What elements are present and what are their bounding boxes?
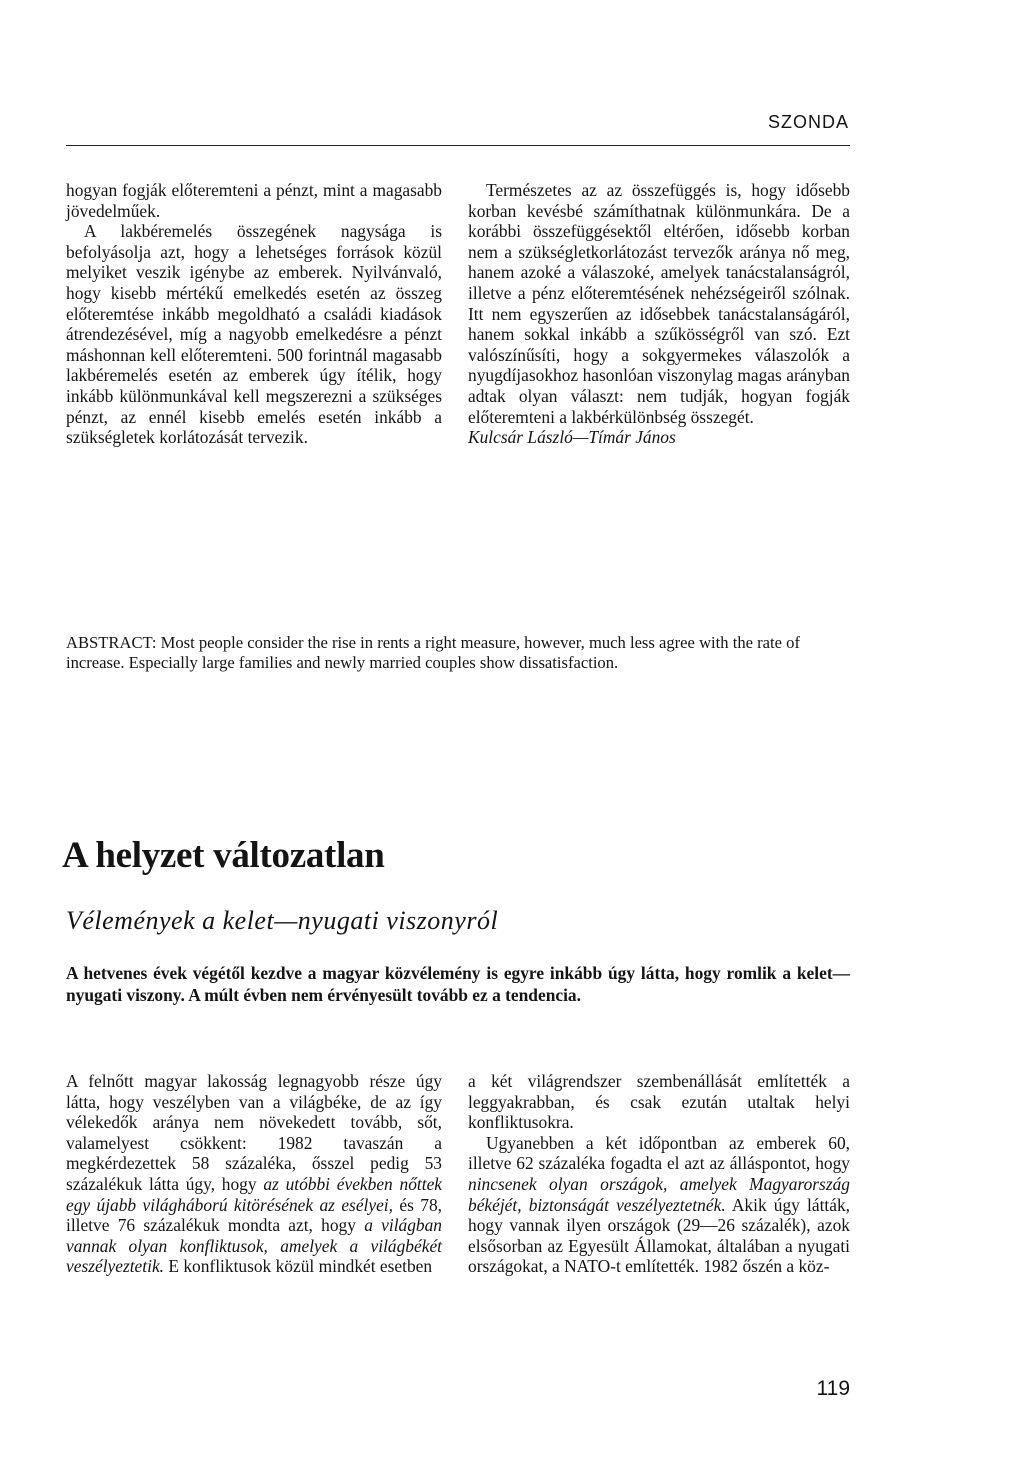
article-lead: A hetvenes évek végétől kezdve a magyar közvélemény is egyre inkább úgy látta, hogy romlik a kelet—nyugati viszony. A múlt évben nem érvényesült tovább ez a tendencia. [66, 963, 850, 1005]
paragraph: a két világrendszer szembenállását említették a leggyakrabban, és csak ezután utaltak helyi konfliktusokra. [468, 1071, 850, 1133]
top-right-column [468, 180, 850, 448]
quoted-statement: nincsenek olyan országok, amelyek Magyarország békéjét, biztonságát veszélyeztetnék. [468, 1173, 850, 1215]
quoted-statement: az utóbbi években nőttek egy újabb világháború kitörésének az esélyei, [66, 1173, 443, 1215]
page-number: 119 [816, 1377, 850, 1400]
article-title: A helyzet változatlan [62, 835, 385, 876]
paragraph [66, 1071, 442, 1277]
paragraph [468, 1133, 850, 1277]
text-run: A felnőtt magyar lakosság legnagyobb része úgy látta, hogy veszélyben van a világbéke, de az így vélekedők aránya nem növekedett tovább, sőt, valamelyest csökkent: 1982 tavaszán a megkérdezettek 58 százaléka, ősszel pedig 53 százalékuk látta úgy, hogy [66, 1071, 442, 1194]
paragraph: hogyan fogják előteremteni a pénzt, mint a magasabb jövedelműek. [66, 180, 442, 221]
bottom-right-column [468, 1071, 850, 1277]
header-rule [66, 145, 850, 146]
bottom-left-column [66, 1071, 442, 1277]
abstract: ABSTRACT: Most people consider the rise in rents a right measure, however, much less agree with the rate of increase. Especially large families and newly married couples show dissatisfaction. [66, 633, 800, 672]
text-run: Ugyanebben a két időpontban az emberek 60, illetve 62 százaléka fogadta el azt az álláspontot, hogy [468, 1132, 850, 1174]
author-signature: Kulcsár László—Tímár János [468, 427, 676, 448]
quoted-statement: a világban vannak olyan konfliktusok, amelyek a világbékét veszélyeztetik. [66, 1215, 443, 1277]
text-run: Akik úgy látták, hogy vannak ilyen országok (29—26 százalék), azok elsősorban az Egyesült Államokat, általában a nyugati országokat, a NATO-t említették. 1982 őszén a köz- [468, 1194, 850, 1277]
section-label: SZONDA [768, 112, 850, 132]
text-run: és 78, illetve 76 százalékuk mondta azt, hogy [66, 1194, 442, 1236]
paragraph: A lakbéremelés összegének nagysága is befolyásolja azt, hogy a lehetséges források közül melyiket veszik igénybe az emberek. Nyilvánvaló, hogy kisebb mértékű emelkedés esetén az összeg előteremtése inkább megoldható a családi kiadások átrendezésével, míg a nagyobb emelkedésre a pénzt máshonnan kell előteremteni. 500 forintnál magasabb lakbéremelés esetén az emberek úgy ítélik, hogy inkább különmunkával kell megszerezni a szükséges pénzt, az ennél kisebb emelés esetén inkább a szükségletek korlátozását tervezik. [66, 221, 442, 448]
paragraph: Természetes az az összefüggés is, hogy idősebb korban kevésbé számíthatnak különmunkára. De a korábbi összefüggésektől eltérően, idősebb korban nem a szükségletkorlátozást tervezők aránya nő meg, hanem azoké a válaszoké, amelyek tanácstalanságról, illetve a pénz előteremtésének nehézségeiről szólnak. Itt nem egyszerűen az idősebbek tanácstalanságáról, hanem sokkal inkább a szűkösségről van szó. Ezt valószínűsíti, hogy a sokgyermekes válaszolók a nyugdíjasokhoz hasonlóan viszonylag magas arányban adtak olyan választ: nem tudják, hogyan fogják előteremteni a lakbérkülönbség összegét. [468, 180, 850, 427]
article-subtitle: Vélemények a kelet—nyugati viszonyról [66, 906, 499, 935]
top-left-column [66, 180, 442, 448]
text-run: E konfliktusok közül mindkét esetben [164, 1256, 433, 1277]
